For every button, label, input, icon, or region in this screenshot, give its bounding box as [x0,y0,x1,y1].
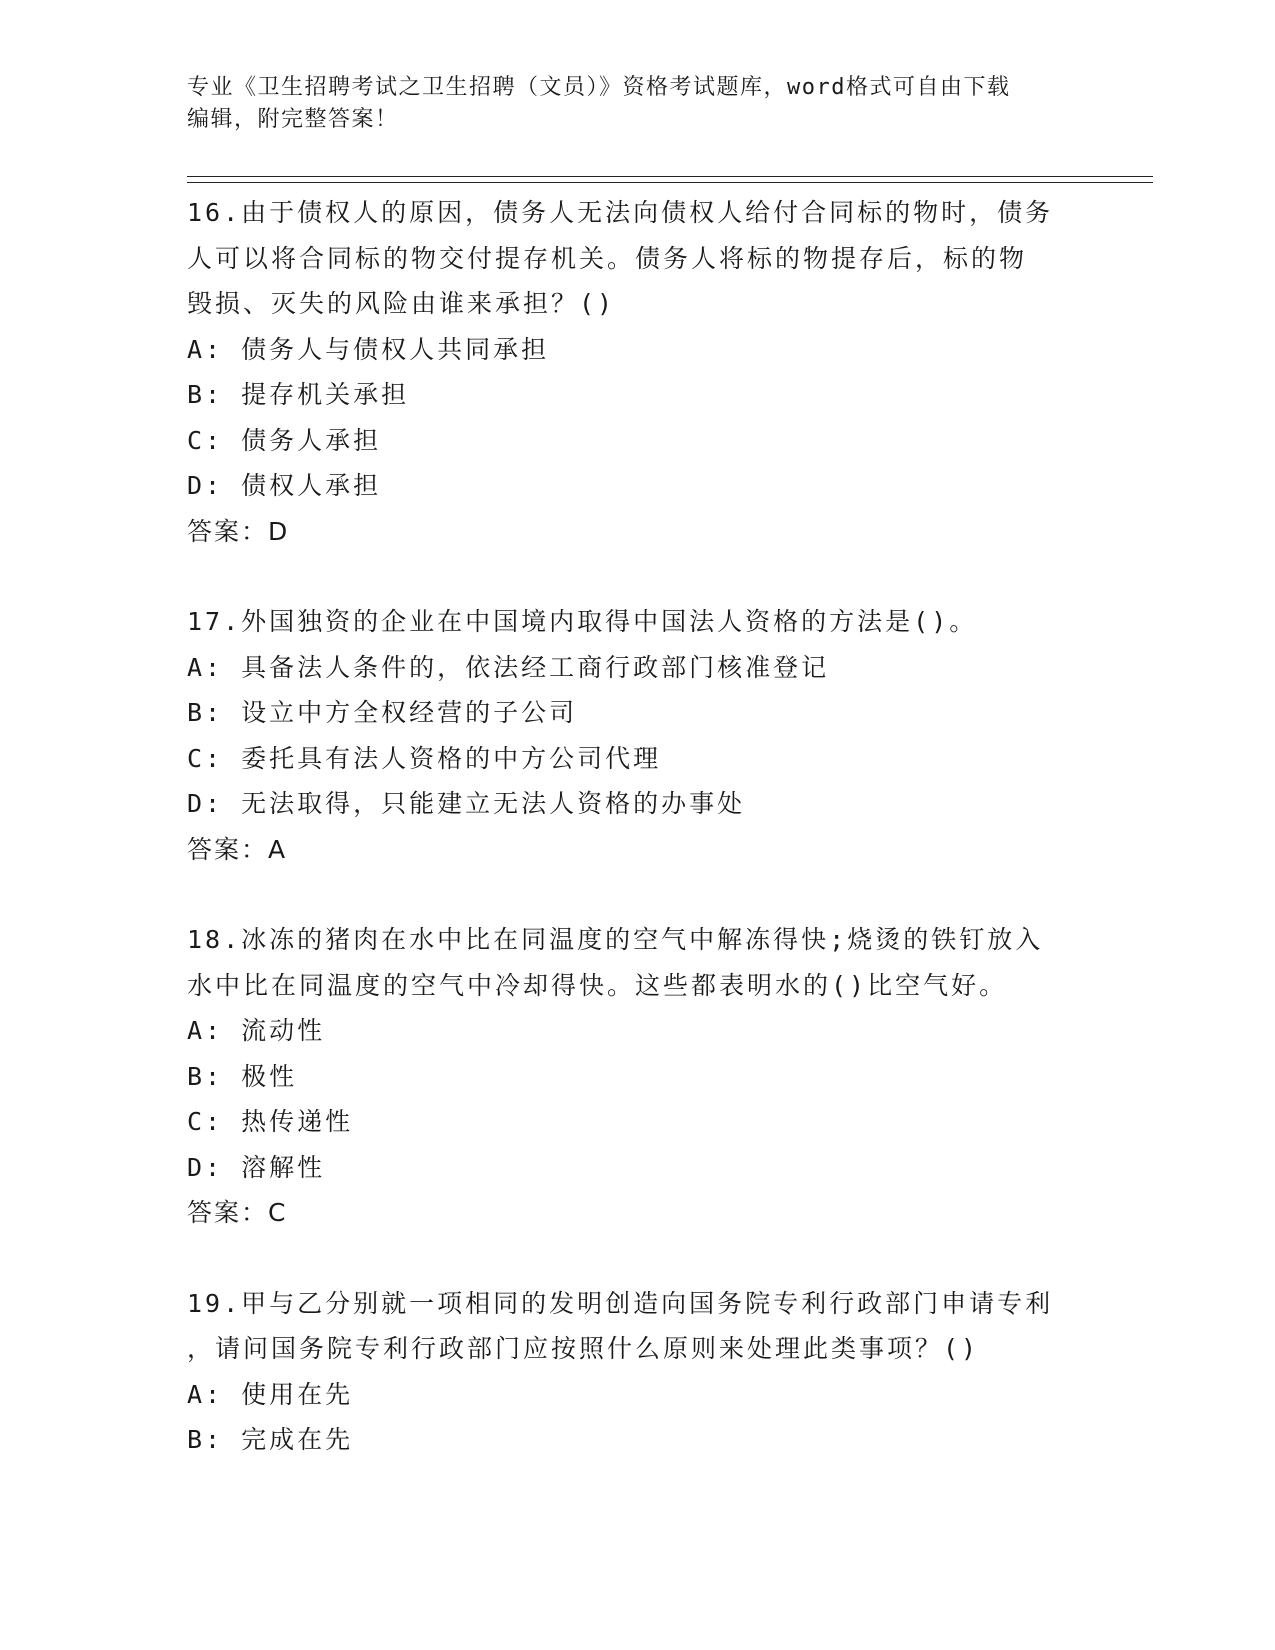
question-text-line: 毁损、灭失的风险由谁来承担？() [187,289,616,318]
answer-label: 答案：A [187,834,288,864]
option-c: C: 热传递性 [187,1107,354,1136]
option-b: B: 设立中方全权经营的子公司 [187,698,578,727]
question-16 [187,190,1087,554]
option-d: D: 无法取得，只能建立无法人资格的办事处 [187,789,746,818]
question-18 [187,917,1087,1236]
answer-label: 答案：D [187,516,290,546]
option-c: C: 债务人承担 [187,425,382,455]
question-19 [187,1281,1087,1463]
option-a: A: 流动性 [187,1016,326,1045]
option-b: B: 提存机关承担 [187,380,410,409]
option-a: A: 使用在先 [187,1379,354,1409]
answer-label: 答案：C [187,1198,288,1227]
question-text-line: 19.甲与乙分别就一项相同的发明创造向国务院专利行政部门申请专利 [187,1288,1054,1318]
question-text-line: 17.外国独资的企业在中国境内取得中国法人资格的方法是()。 [187,607,978,636]
question-text-line: 18.冰冻的猪肉在水中比在同温度的空气中解冻得快;烧烫的铁钉放入 [187,925,1044,954]
question-list [187,190,1087,1508]
option-a: A: 具备法人条件的，依法经工商行政部门核准登记 [187,652,830,682]
option-d: D: 溶解性 [187,1152,326,1182]
header-divider-top [187,176,1153,177]
question-text-line: 16.由于债权人的原因，债务人无法向债权人给付合同标的物时，债务 [187,198,1054,227]
header-line-2: 编辑，附完整答案！ [187,107,399,132]
header-line-1: 专业《卫生招聘考试之卫生招聘（文员）》资格考试题库，word格式可自由下载 [187,75,1011,100]
option-b: B: 完成在先 [187,1425,354,1454]
question-text-line: ，请问国务院专利行政部门应按照什么原则来处理此类事项？() [187,1334,980,1363]
question-17 [187,599,1087,872]
question-text-line: 人可以将合同标的物交付提存机关。债务人将标的物提存后，标的物 [187,243,1028,273]
option-b: B: 极性 [187,1061,298,1091]
option-d: D: 债权人承担 [187,471,382,500]
document-header [187,72,1067,136]
option-a: A: 债务人与债权人共同承担 [187,334,550,364]
header-divider-bottom [187,182,1153,183]
question-text-line: 水中比在同温度的空气中冷却得快。这些都表明水的()比空气好。 [187,970,1008,1000]
option-c: C: 委托具有法人资格的中方公司代理 [187,743,662,773]
